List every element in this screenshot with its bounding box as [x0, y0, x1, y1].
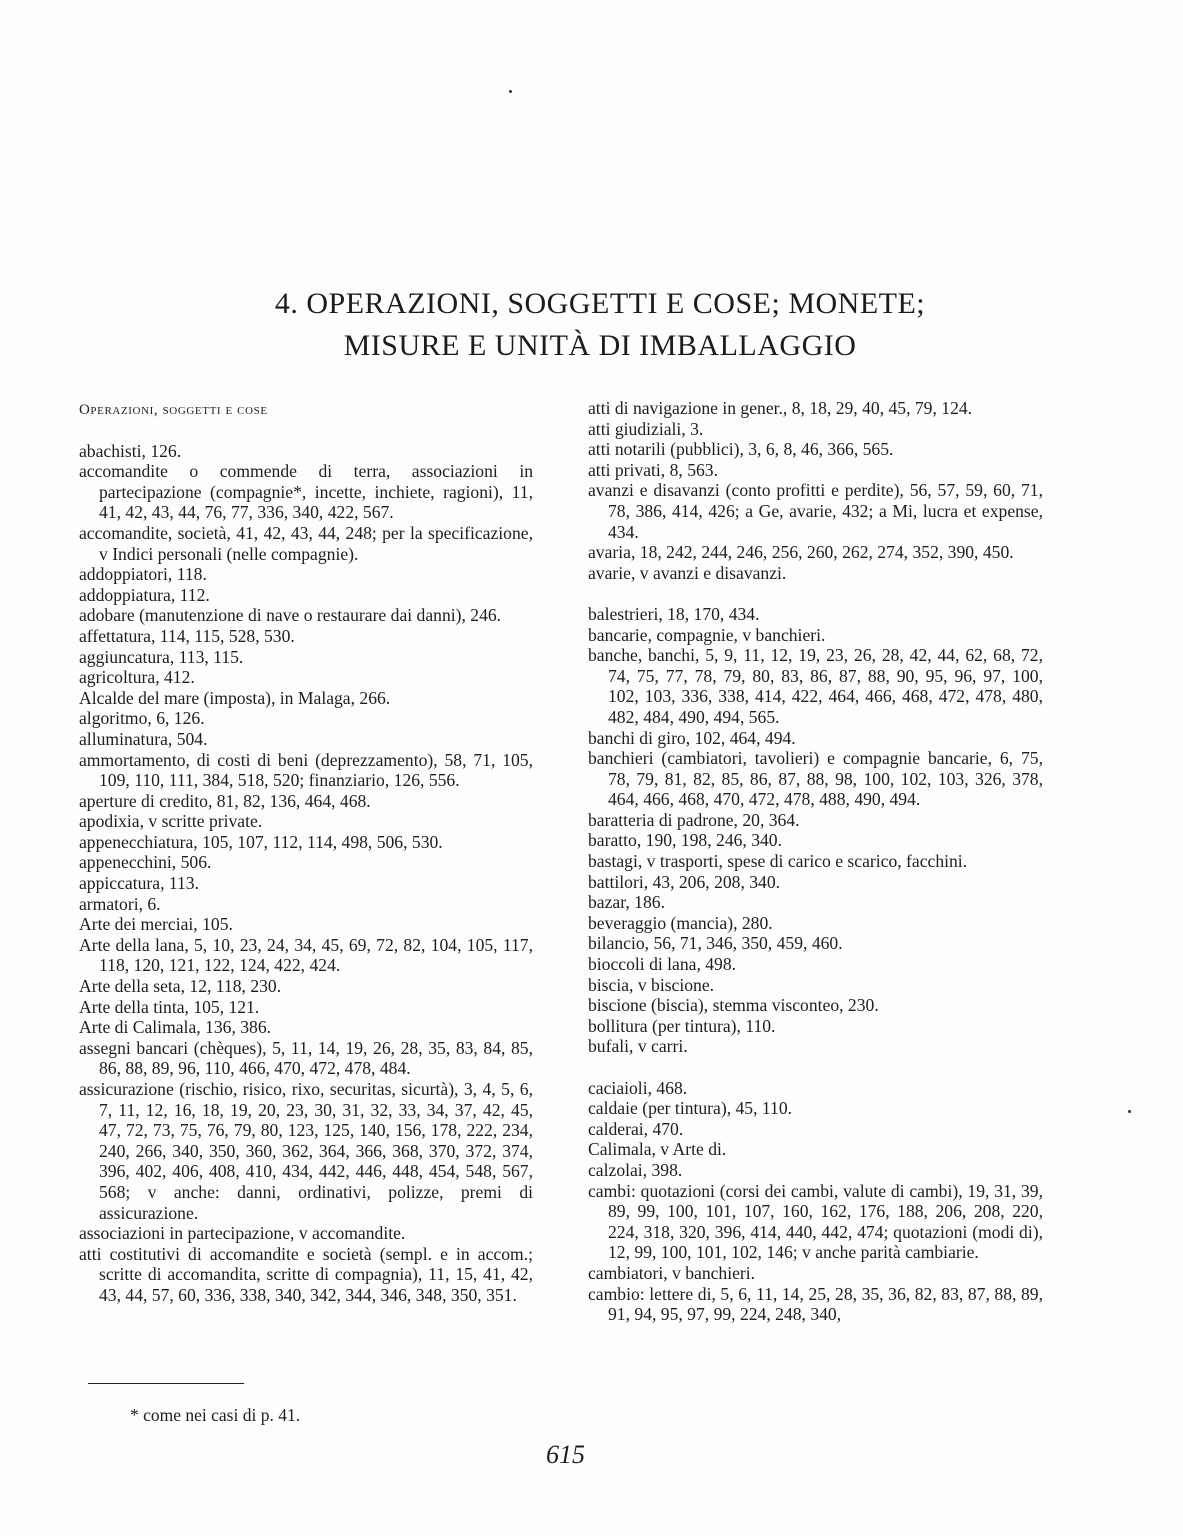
index-entry: Alcalde del mare (imposta), in Malaga, 266.	[79, 687, 391, 708]
index-entry: baratto, 190, 198, 246, 340.	[588, 830, 782, 851]
index-entry: ammortamento, di costi di beni (deprezzamento), 58, 71, 105, 109, 110, 111, 384, 518, 520; finanziario, 126, 556.	[79, 749, 533, 791]
index-entry: aggiuncatura, 113, 115.	[79, 646, 244, 667]
index-entry: banchieri (cambiatori, tavolieri) e compagnie bancarie, 6, 75, 78, 79, 81, 82, 85, 86, 87, 88, 98, 100, 102, 103, 326, 378, 464, 466, 468, 470, 472, 478, 488, 490, 494.	[588, 748, 1043, 810]
index-entry: biscia, v biscione.	[588, 974, 715, 995]
right-column	[588, 398, 1043, 1325]
index-entry: bufali, v carri.	[588, 1036, 688, 1057]
index-entry: bazar, 186.	[588, 892, 665, 913]
index-entry: Calimala, v Arte di.	[588, 1139, 727, 1160]
index-entry: cambi: quotazioni (corsi dei cambi, valute di cambi), 19, 31, 39, 89, 99, 100, 101, 107, 160, 162, 176, 188, 206, 208, 220, 224, 318, 320, 396, 414, 440, 442, 474; quotazioni (modi di), 12, 99, 100, 101, 102, 146; v anche parità cambiarie.	[588, 1180, 1043, 1263]
index-entry: Arte della tinta, 105, 121.	[79, 996, 260, 1017]
index-entry: cambiatori, v banchieri.	[588, 1262, 756, 1283]
title-line-2: MISURE E UNITÀ DI IMBALLAGGIO	[343, 329, 857, 362]
group-gap	[588, 1057, 1043, 1078]
index-entry: bollitura (per tintura), 110.	[588, 1015, 776, 1036]
index-entry: calderai, 470.	[588, 1118, 684, 1139]
index-entry: bastagi, v trasporti, spese di carico e scarico, facchini.	[588, 851, 968, 872]
index-entry: balestrieri, 18, 170, 434.	[588, 603, 760, 624]
left-column	[79, 398, 533, 1306]
index-entry: atti giudiziali, 3.	[588, 418, 704, 439]
index-entry: baratteria di padrone, 20, 364.	[588, 809, 800, 830]
page-number: 615	[546, 1440, 585, 1469]
index-entry: adobare (manutenzione di nave o restaurare dai danni), 246.	[79, 605, 502, 626]
index-entry: caldaie (per tintura), 45, 110.	[588, 1098, 793, 1119]
footnote-rule	[88, 1383, 244, 1384]
index-entry: accomandite, società, 41, 42, 43, 44, 248; per la specificazione, v Indici personali (nelle compagnie).	[79, 522, 533, 564]
index-entry: biscione (biscia), stemma visconteo, 230.	[588, 995, 879, 1016]
index-entry: banche, banchi, 5, 9, 11, 12, 19, 23, 26, 28, 42, 44, 62, 68, 72, 74, 75, 77, 78, 79, 80, 83, 86, 87, 88, 90, 95, 96, 97, 100, 102, 103, 336, 338, 414, 422, 464, 466, 468, 472, 478, 480, 482, 484, 490, 494, 565.	[588, 645, 1043, 727]
index-entry: atti di navigazione in gener., 8, 18, 29, 40, 45, 79, 124.	[588, 398, 973, 418]
title-line-1: 4. OPERAZIONI, SOGGETTI E COSE; MONETE;	[274, 287, 926, 320]
index-entry: bioccoli di lana, 498.	[588, 954, 737, 975]
index-entry: avarie, v avanzi e disavanzi.	[588, 562, 787, 583]
index-entry: aperture di credito, 81, 82, 136, 464, 468.	[79, 790, 371, 811]
index-entry: avanzi e disavanzi (conto profitti e perdite), 56, 57, 59, 60, 71, 78, 386, 414, 426; a Ge, avarie, 432; a Mi, lucra et expense, 434.	[588, 480, 1043, 542]
group-gap	[588, 583, 1043, 604]
index-entry: bancarie, compagnie, v banchieri.	[588, 624, 826, 645]
index-entry: agricoltura, 412.	[79, 667, 195, 688]
index-entry: associazioni in partecipazione, v accomandite.	[79, 1223, 406, 1244]
index-entry: cambio: lettere di, 5, 6, 11, 14, 25, 28, 35, 36, 82, 83, 87, 88, 89, 91, 94, 95, 97, 99, 224, 248, 340,	[588, 1283, 1043, 1325]
page-title	[180, 283, 1020, 367]
scan-speck	[509, 90, 512, 93]
index-entry: banchi di giro, 102, 464, 494.	[588, 727, 796, 748]
index-entry: atti costitutivi di accomandite e società (sempl. e in accom.; scritte di accomandita, scritte di compagnia), 11, 15, 41, 42, 43, 44, 57, 60, 336, 338, 340, 342, 344, 346, 348, 350, 351.	[79, 1243, 533, 1305]
index-entry: Arte di Calimala, 136, 386.	[79, 1017, 272, 1038]
index-entry: addoppiatura, 112.	[79, 584, 210, 605]
index-entry: beveraggio (mancia), 280.	[588, 912, 773, 933]
index-entry: accomandite o commende di terra, associazioni in partecipazione (compagnie*, incette, inchiete, ragioni), 11, 41, 42, 43, 44, 76, 77, 336, 340, 422, 567.	[79, 461, 533, 523]
index-entry: appenecchini, 506.	[79, 852, 212, 873]
index-entry: armatori, 6.	[79, 893, 161, 914]
index-entry: bilancio, 56, 71, 346, 350, 459, 460.	[588, 933, 843, 954]
index-entry: algoritmo, 6, 126.	[79, 708, 205, 729]
index-entry: assegni bancari (chèques), 5, 11, 14, 19, 26, 28, 35, 83, 84, 85, 86, 88, 89, 96, 110, 466, 470, 472, 478, 484.	[79, 1037, 533, 1079]
index-entry: Arte della seta, 12, 118, 230.	[79, 976, 282, 997]
index-entry: appenecchiatura, 105, 107, 112, 114, 498, 506, 530.	[79, 831, 443, 852]
index-entry: atti notarili (pubblici), 3, 6, 8, 46, 366, 565.	[588, 439, 894, 460]
index-entry: Arte della lana, 5, 10, 23, 24, 34, 45, 69, 72, 82, 104, 105, 117, 118, 120, 121, 122, 124, 422, 424.	[79, 934, 533, 976]
index-entry: calzolai, 398.	[588, 1159, 683, 1180]
index-entry: appiccatura, 113.	[79, 873, 200, 894]
index-entry: atti privati, 8, 563.	[588, 459, 718, 480]
index-entry: abachisti, 126.	[79, 440, 182, 461]
footnote: * come nei casi di p. 41.	[130, 1405, 301, 1425]
scan-speck	[1128, 1110, 1131, 1113]
index-entry: battilori, 43, 206, 208, 340.	[588, 871, 781, 892]
index-entry: alluminatura, 504.	[79, 728, 208, 749]
index-entry: caciaioli, 468.	[588, 1077, 688, 1098]
index-entry: apodixia, v scritte private.	[79, 811, 263, 832]
index-entry: assicurazione (rischio, risico, rixo, securitas, sicurtà), 3, 4, 5, 6, 7, 11, 12, 16, 18, 19, 20, 23, 30, 31, 32, 33, 34, 37, 42, 45, 47, 72, 73, 75, 76, 79, 80, 123, 125, 140, 156, 178, 222, 234, 240, 266, 340, 350, 360, 362, 364, 366, 368, 370, 372, 374, 396, 402, 406, 408, 410, 434, 442, 446, 448, 454, 548, 567, 568; v anche: danni, ordinativi, polizze, premi di assicurazione.	[79, 1079, 533, 1223]
index-entry: avaria, 18, 242, 244, 246, 256, 260, 262, 274, 352, 390, 450.	[588, 542, 1014, 563]
index-entry: affettatura, 114, 115, 528, 530.	[79, 625, 295, 646]
index-entry: Arte dei merciai, 105.	[79, 914, 233, 935]
section-heading: Operazioni, soggetti e cose	[79, 402, 268, 418]
index-entry: addoppiatori, 118.	[79, 564, 207, 585]
